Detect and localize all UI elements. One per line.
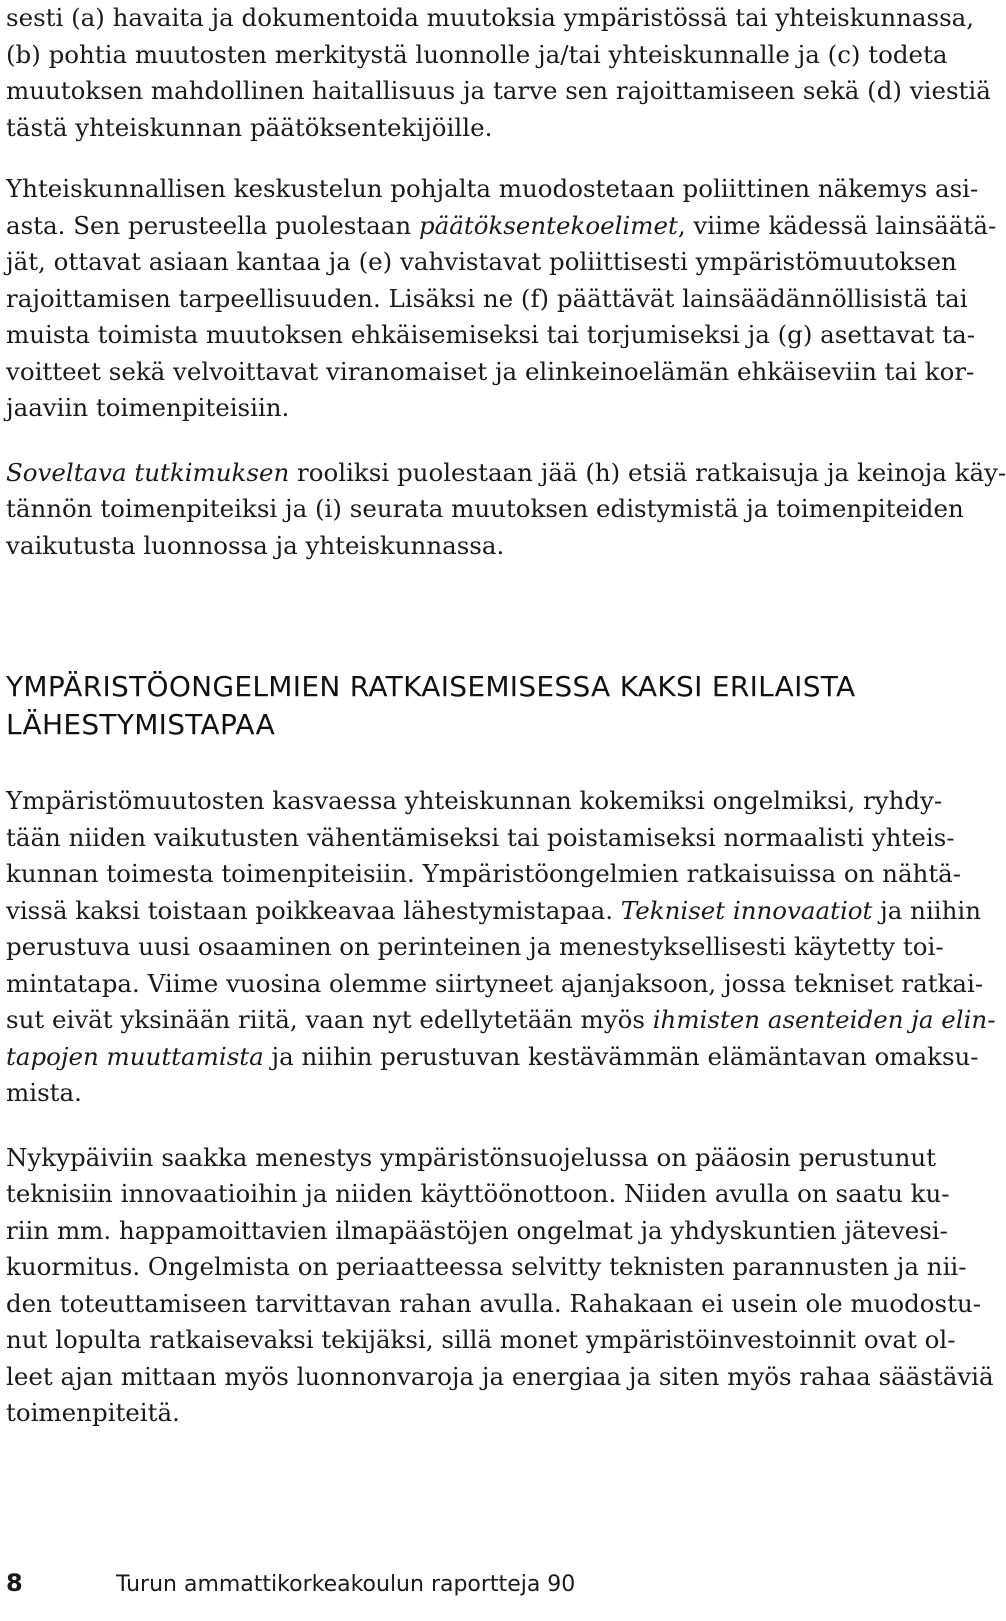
text-line bbox=[6, 966, 984, 1003]
text-run: sut eivät yksinään riitä, vaan nyt edellytetään myös bbox=[6, 1005, 653, 1034]
text-run: , viime kädessä lainsäätä- bbox=[677, 210, 997, 240]
text-line bbox=[6, 317, 975, 354]
text-line bbox=[6, 1213, 948, 1250]
heading-line-1: YMPÄRISTÖONGELMIEN RATKAISEMISESSA KAKSI ERILAISTA bbox=[6, 670, 856, 703]
text-run: tästä yhteiskunnan päätöksentekijöille. bbox=[6, 112, 493, 142]
text-line bbox=[6, 491, 964, 528]
text-run: (b) pohtia muutosten merkitystä luonnolle ja/tai yhteiskunnalle ja (c) todeta bbox=[6, 39, 948, 69]
text-run: voitteet sekä velvoittavat viranomaiset ja elinkeinoelämän ehkäiseviin tai kor- bbox=[6, 356, 975, 386]
text-line bbox=[6, 856, 962, 893]
text-line bbox=[6, 820, 955, 857]
paragraph bbox=[6, 0, 991, 146]
text-line bbox=[6, 244, 957, 281]
text-run: den toteuttamiseen tarvittavan rahan avulla. Rahakaan ei usein ole muodostu- bbox=[6, 1288, 982, 1318]
text-run: Nykypäiviin saakka menestys ympäristönsuojelussa on pääosin perustunut bbox=[6, 1142, 936, 1172]
text-run: sesti (a) havaita ja dokumentoida muutoksia ympäristössä tai yhteiskunnassa, bbox=[6, 3, 975, 32]
paragraph bbox=[6, 455, 1006, 565]
text-run: kuormitus. Ongelmista on periaatteessa selvitty teknisten parannusten ja nii- bbox=[6, 1252, 967, 1281]
italic-text: Soveltava tutkimuksen bbox=[6, 457, 290, 487]
text-run: jaaviin toimenpiteisiin. bbox=[6, 393, 290, 422]
text-run: ja niihin perustuvan kestävämmän elämäntavan omaksu- bbox=[263, 1041, 979, 1071]
text-run: jät, ottavat asiaan kantaa ja (e) vahvistavat poliittisesti ympäristömuutoksen bbox=[6, 247, 957, 276]
text-line bbox=[6, 110, 936, 147]
text-run: tännön toimenpiteiksi ja (i) seurata muutoksen edistymistä ja toimenpiteiden bbox=[6, 494, 964, 523]
text-run: teknisiin innovaatioihin ja niiden käyttöönottoon. Niiden avulla on saatu ku- bbox=[6, 1179, 950, 1208]
page-number: 8 bbox=[6, 1569, 23, 1597]
page-footer bbox=[6, 1565, 575, 1603]
publication-title: Turun ammattikorkeakoulun raportteja 90 bbox=[116, 1572, 576, 1597]
text-line bbox=[6, 281, 968, 318]
text-run: rooliksi puolestaan jää (h) etsiä ratkaisuja ja keinoja käy- bbox=[289, 457, 1006, 487]
text-run: mintatapa. Viime vuosina olemme siirtyneet ajanjaksoon, jossa tekniset ratkai- bbox=[6, 968, 984, 998]
paragraph bbox=[6, 1140, 994, 1432]
text-run: Ympäristömuutosten kasvaessa yhteiskunnan kokemiksi ongelmiksi, ryhdy- bbox=[6, 786, 943, 815]
text-run: perustuva uusi osaaminen on perinteinen ja menestyksellisesti käytetty toi- bbox=[6, 932, 944, 961]
text-run: muista toimista muutoksen ehkäisemiseksi tai torjumiseksi ja (g) asettavat ta- bbox=[6, 320, 975, 349]
text-run: muutoksen mahdollinen haitallisuus ja tarve sen rajoittamiseen sekä (d) viestiä bbox=[6, 76, 991, 105]
text-run: kunnan toimesta toimenpiteisiin. Ympäristöongelmien ratkaisuissa on nähtä- bbox=[6, 859, 962, 888]
text-line bbox=[6, 1140, 936, 1177]
text-line bbox=[6, 1002, 996, 1039]
text-line bbox=[6, 1395, 936, 1432]
text-line bbox=[6, 37, 948, 74]
heading-line-2: LÄHESTYMISTAPAA bbox=[6, 708, 276, 741]
paragraph bbox=[6, 171, 997, 427]
text-line bbox=[6, 390, 936, 427]
text-run: nut lopulta ratkaisevaksi tekijäksi, sillä monet ympäristöinvestoinnit ovat ol- bbox=[6, 1325, 956, 1354]
text-line bbox=[6, 1039, 979, 1076]
text-line bbox=[6, 0, 975, 37]
text-line bbox=[6, 929, 944, 966]
text-line bbox=[6, 528, 936, 565]
italic-text: ihmisten asenteiden ja elin- bbox=[652, 1005, 996, 1034]
text-line bbox=[6, 354, 975, 391]
text-line bbox=[6, 1286, 982, 1323]
text-line bbox=[6, 73, 991, 110]
text-line bbox=[6, 893, 982, 930]
text-run: rajoittamisen tarpeellisuuden. Lisäksi ne (f) päättävät lainsäädännöllisistä tai bbox=[6, 283, 968, 313]
text-run: tään niiden vaikutusten vähentämiseksi tai poistamiseksi normaalisti yhteis- bbox=[6, 822, 955, 852]
text-line bbox=[6, 1359, 994, 1396]
text-line bbox=[6, 208, 997, 245]
italic-text: päätöksentekoelimet bbox=[418, 210, 678, 240]
text-line bbox=[6, 455, 1006, 492]
text-line bbox=[6, 1075, 936, 1112]
text-run: vaikutusta luonnossa ja yhteiskunnassa. bbox=[6, 530, 505, 560]
text-line bbox=[6, 1176, 950, 1213]
italic-text: tapojen muuttamista bbox=[6, 1041, 264, 1071]
text-run: asta. Sen perusteella puolestaan bbox=[6, 210, 419, 240]
text-line bbox=[6, 1249, 967, 1286]
paragraph bbox=[6, 783, 996, 1112]
text-run: toimenpiteitä. bbox=[6, 1398, 180, 1427]
section-heading bbox=[6, 668, 936, 744]
text-run: ja niihin bbox=[872, 895, 982, 925]
text-run: vissä kaksi toistaan poikkeavaa lähestymistapaa. bbox=[6, 895, 621, 925]
text-run: riin mm. happamoittavien ilmapäästöjen ongelmat ja yhdyskuntien jätevesi- bbox=[6, 1215, 948, 1245]
text-run: Yhteiskunnallisen keskustelun pohjalta muodostetaan poliittinen näkemys asi- bbox=[6, 174, 979, 203]
italic-text: Tekniset innovaatiot bbox=[620, 895, 873, 925]
text-line bbox=[6, 783, 943, 820]
text-run: mista. bbox=[6, 1078, 82, 1107]
text-line bbox=[6, 171, 979, 208]
text-run: leet ajan mittaan myös luonnonvaroja ja energiaa ja siten myös rahaa säästäviä bbox=[6, 1361, 994, 1391]
text-line bbox=[6, 1322, 956, 1359]
